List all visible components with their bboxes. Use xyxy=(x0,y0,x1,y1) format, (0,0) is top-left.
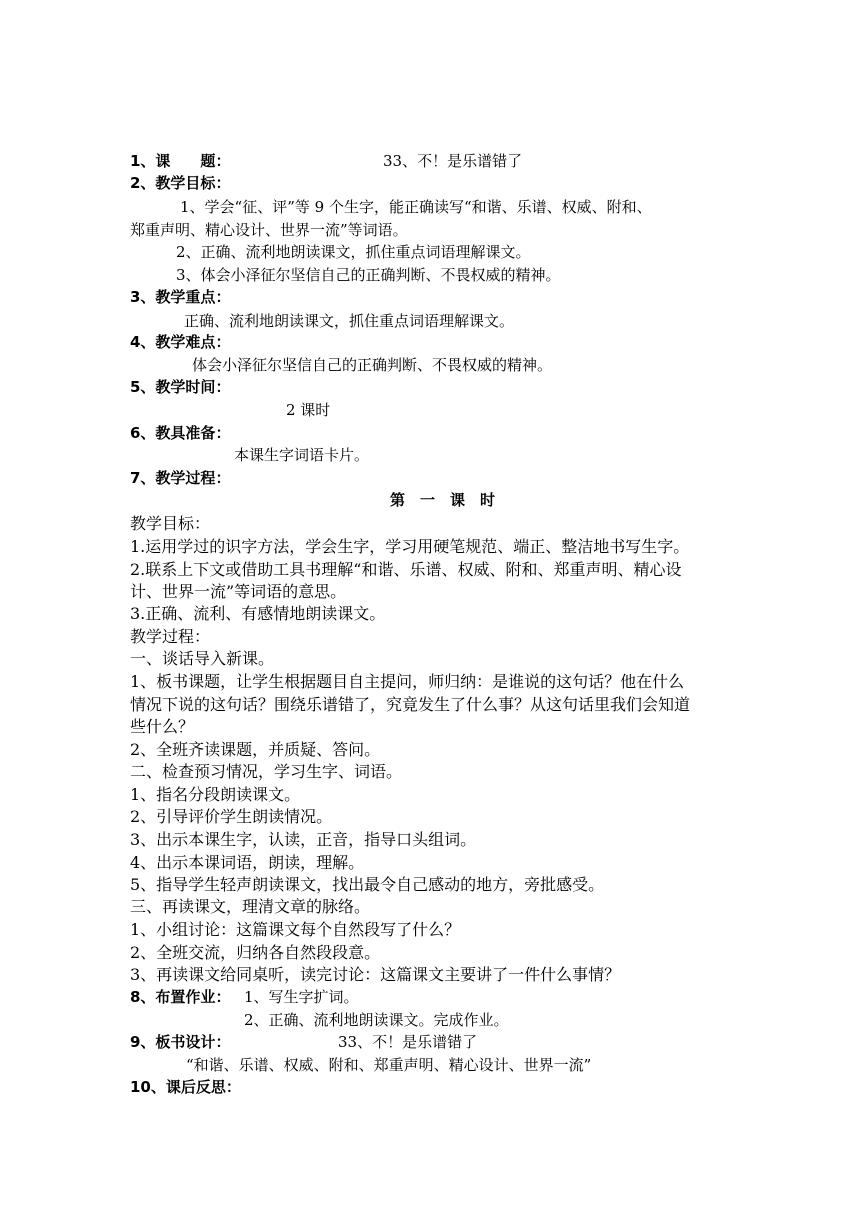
key-label: 3、教学重点： xyxy=(130,288,231,306)
goal-2: 2、正确、流利地朗读课文，抓住重点词语理解课文。 xyxy=(176,243,531,261)
goals-label: 2、教学目标： xyxy=(130,174,231,192)
section-1-item-1-line-3: 些什么？ xyxy=(130,717,195,736)
section-1-item-1-line-1: 1、板书课题，让学生根据题目自主提问，师归纳：是谁说的这句话？他在什么 xyxy=(130,672,685,691)
section-3-item-3: 3、再读课文给同桌听，读完讨论：这篇课文主要讲了一件什么事情？ xyxy=(130,965,621,984)
time-value: 2 课时 xyxy=(286,401,331,419)
goal-1-line-2: 郑重声明、精心设计、世界一流”等词语。 xyxy=(130,221,408,239)
procedure-heading: 教学过程： xyxy=(130,627,211,646)
homework-item-1: 1、写生字扩词。 xyxy=(244,988,359,1006)
objective-3: 3.正确、流利、有感情地朗读课文。 xyxy=(130,604,386,623)
section-2-item-1: 1、指名分段朗读课文。 xyxy=(130,785,301,804)
tools-value: 本课生字词语卡片。 xyxy=(234,446,370,464)
difficulty-value: 体会小泽征尔坚信自己的正确判断、不畏权威的精神。 xyxy=(192,356,553,374)
board-title: 33、不！是乐谱错了 xyxy=(338,1033,478,1051)
section-2-item-4: 4、出示本课词语，朗读，理解。 xyxy=(130,853,365,872)
reflection-label: 10、课后反思： xyxy=(130,1078,241,1096)
goal-1-line-1: 1、学会“征、评”等 9 个生字，能正确读写“和谐、乐谱、权威、附和、 xyxy=(180,198,652,216)
goal-3: 3、体会小泽征尔坚信自己的正确判断、不畏权威的精神。 xyxy=(176,266,561,284)
section-1-item-2: 2、全班齐读课题，并质疑、答问。 xyxy=(130,740,381,759)
homework-item-2: 2、正确、流利地朗读课文。完成作业。 xyxy=(244,1011,509,1029)
section-2-item-5: 5、指导学生轻声朗读课文，找出最令自己感动的地方，旁批感受。 xyxy=(130,875,605,894)
section-2-item-3: 3、出示本课生字，认读，正音，指导口头组词。 xyxy=(130,830,477,849)
section-2-heading: 二、检查预习情况，学习生字、词语。 xyxy=(130,762,403,781)
key-value: 正确、流利地朗读课文，抓住重点词语理解课文。 xyxy=(184,312,515,330)
objective-2-line-1: 2.联系上下文或借助工具书理解“和谐、乐谱、权威、附和、郑重声明、精心设 xyxy=(130,560,682,579)
board-words: “和谐、乐谱、权威、附和、郑重声明、精心设计、世界一流” xyxy=(186,1056,592,1074)
section-3-heading: 三、再读课文，理清文章的脉络。 xyxy=(130,897,371,916)
section-3-item-2: 2、全班交流，归纳各自然段段意。 xyxy=(130,943,381,962)
section-2-item-2: 2、引导评价学生朗读情况。 xyxy=(130,807,333,826)
board-design-label: 9、板书设计： xyxy=(130,1033,231,1051)
time-label: 5、教学时间： xyxy=(130,378,231,396)
objective-1: 1.运用学过的识字方法，学会生字，学习用硬笔规范、端正、整洁地书写生字。 xyxy=(130,537,690,556)
homework-label: 8、布置作业： xyxy=(130,988,231,1006)
objective-2-line-2: 计、世界一流”等词语的意思。 xyxy=(130,582,347,601)
process-label: 7、教学过程： xyxy=(130,469,231,487)
objectives-heading: 教学目标： xyxy=(130,514,211,533)
tools-label: 6、教具准备： xyxy=(130,424,231,442)
section-1-item-1-line-2: 情况下说的这句话？围绕乐谱错了，究竟发生了什么事？从这句话里我们会知道 xyxy=(130,695,691,714)
topic-label: 1、课 题： xyxy=(130,152,231,170)
lesson-title: 第 一 课 时 xyxy=(390,491,496,509)
difficulty-label: 4、教学难点： xyxy=(130,333,231,351)
section-3-item-1: 1、小组讨论：这篇课文每个自然段写了什么？ xyxy=(130,920,461,939)
topic-value: 33、不！是乐谱错了 xyxy=(383,152,523,170)
section-1-heading: 一、谈话导入新课。 xyxy=(130,649,275,668)
